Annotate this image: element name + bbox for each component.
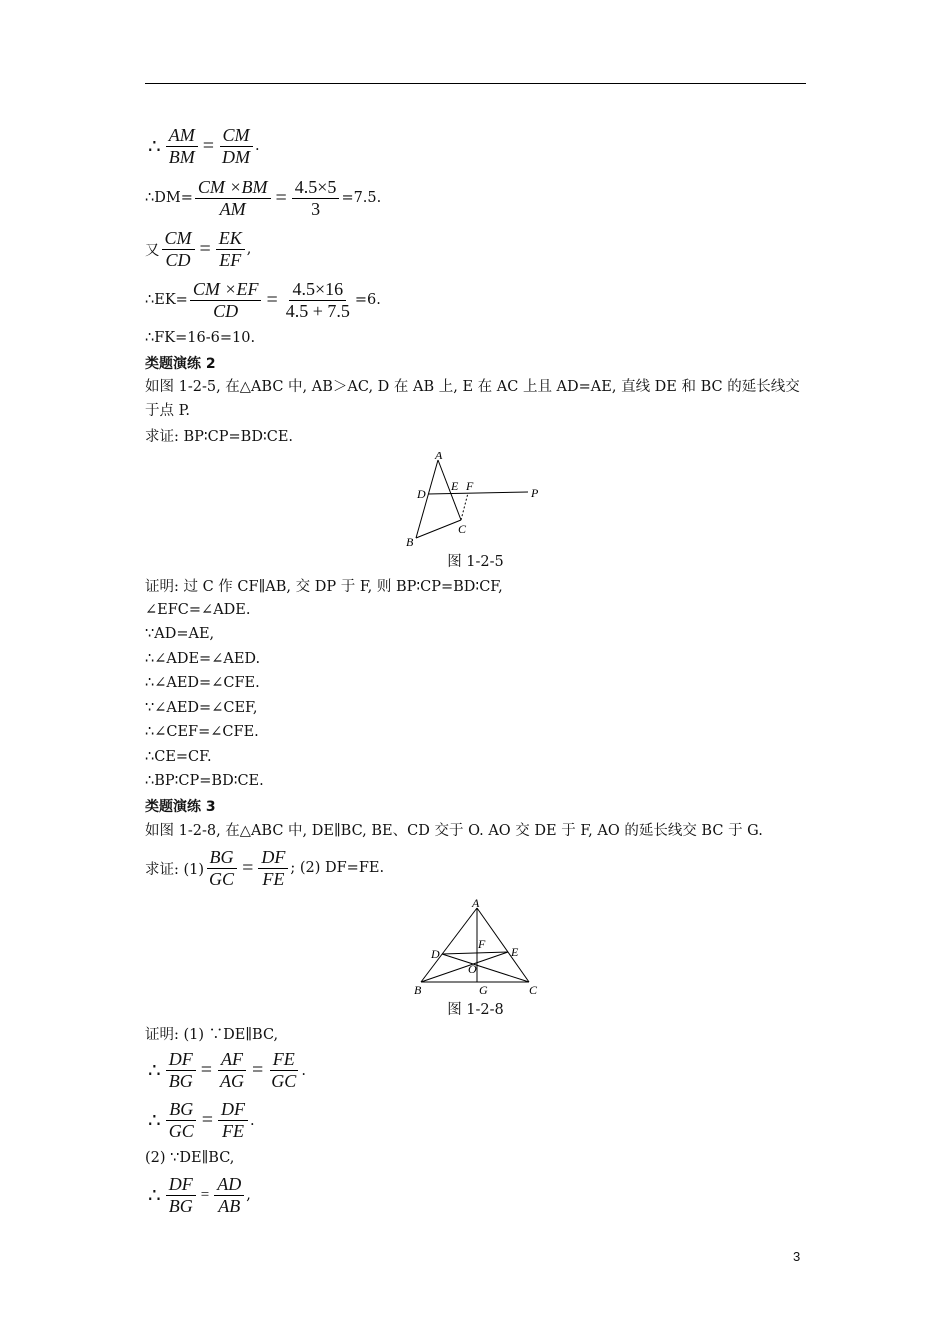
problem-text: 如图 1-2-8, 在△ABC 中, DE∥BC, BE、CD 交于 O. AO 交 DE 于 F, AO 的延长线交 BC 于 G. [145, 823, 763, 840]
denominator: AM [219, 198, 246, 219]
denominator: CD [165, 249, 191, 270]
prove-text: 求证: BP∶CP=BD∶CE. [145, 429, 294, 446]
equation-line [145, 224, 806, 274]
fraction [166, 125, 198, 168]
figure-caption: 图 1-2-5 [447, 554, 504, 570]
proof-line: ∵AD=AE, [145, 626, 215, 643]
numerator: CM [220, 125, 253, 147]
denominator: AG [220, 1071, 245, 1091]
fraction [218, 1099, 248, 1142]
triangle-diagram [411, 898, 541, 996]
denominator: DM [222, 146, 251, 167]
numerator: AD [214, 1174, 244, 1196]
denominator: 4.5 + 7.5 [285, 300, 350, 321]
fraction [268, 1049, 299, 1092]
numerator: CM ×BM [195, 177, 271, 199]
equals-sign: = [242, 856, 254, 879]
proof-line: 证明: (1) ∵DE∥BC, [145, 1026, 279, 1043]
numerator: FE [270, 1049, 298, 1071]
point-label: E [450, 479, 458, 493]
denominator: GC [168, 1121, 194, 1141]
equation-line [145, 1096, 806, 1146]
text: , [246, 1187, 251, 1203]
fraction [292, 177, 340, 220]
proof-line: ∴∠CEF=∠CFE. [145, 724, 259, 741]
fraction [214, 1174, 244, 1217]
figure-1-2-5 [145, 452, 806, 571]
denominator: FE [262, 868, 285, 889]
numerator: AF [218, 1049, 246, 1071]
fraction [283, 279, 353, 322]
problem-text: 如图 1-2-5, 在△ABC 中, AB＞AC, D 在 AB 上, E 在 AC 上且 AD=AE, 直线 DE 和 BC 的延长线交于点 P. [145, 378, 800, 419]
equals-sign: = [275, 186, 287, 209]
point-label: D [416, 487, 426, 501]
page-number: 3 [793, 1249, 801, 1264]
point-label: C [457, 522, 466, 536]
text: , [246, 241, 252, 257]
section-heading: 类题演练 2 [145, 355, 216, 372]
therefore-symbol: ∴ [148, 1060, 161, 1082]
fraction [216, 228, 245, 271]
numerator: DF [218, 1099, 248, 1121]
point-label: E [510, 945, 518, 959]
denominator: EF [219, 249, 242, 270]
equation-line [145, 172, 806, 224]
denominator: FE [222, 1121, 245, 1141]
numerator: CM ×EF [190, 279, 262, 301]
text-line: ∴FK=16-6=10. [145, 330, 256, 347]
numerator: CM [162, 228, 195, 250]
therefore-symbol: ∴ [148, 1110, 161, 1132]
figure-caption: 图 1-2-8 [447, 1002, 504, 1018]
point-label: O [467, 962, 477, 976]
numerator: 4.5×16 [289, 279, 346, 301]
equals-sign: = [266, 288, 278, 311]
equation-line [145, 1170, 806, 1220]
text: EK= [154, 292, 188, 308]
point-label: F [465, 479, 473, 493]
fraction [166, 1099, 197, 1142]
text: =6. [354, 292, 381, 308]
text: DM= [154, 190, 193, 206]
fraction [217, 1049, 247, 1092]
point-label: B [405, 535, 413, 548]
header-rule [145, 83, 806, 84]
therefore-symbol: ∴ [145, 190, 155, 206]
point-label: G [478, 983, 488, 996]
equals-sign: = [201, 1109, 214, 1131]
section-heading: 类题演练 3 [145, 798, 216, 815]
fraction [219, 125, 253, 168]
text: . [301, 1062, 306, 1079]
denominator: BG [168, 1195, 193, 1216]
denominator: BG [168, 1071, 193, 1091]
equals-sign: = [199, 237, 211, 260]
denominator: AB [218, 1195, 241, 1216]
fraction [162, 228, 195, 271]
point-label: C [528, 983, 537, 996]
denominator: CD [213, 300, 239, 321]
numerator: AM [166, 125, 198, 147]
numerator: EK [216, 228, 245, 250]
therefore-symbol: ∴ [145, 292, 155, 308]
triangle-diagram [401, 452, 551, 548]
text: 求证: (1) [145, 861, 205, 878]
denominator: GC [209, 868, 235, 889]
equals-sign: = [252, 1059, 264, 1081]
proof-line: ∴BP∶CP=BD∶CE. [145, 773, 264, 790]
proof-line: ∴∠AED=∠CFE. [145, 675, 260, 692]
proof-line: ∴CE=CF. [145, 748, 212, 765]
proof-line: ∵∠AED=∠CEF, [145, 699, 258, 716]
proof-line: (2) ∵DE∥BC, [145, 1149, 235, 1166]
numerator: BG [166, 1099, 196, 1121]
proof-line: ∠EFC=∠ADE. [145, 601, 251, 618]
proof-line: 证明: 过 C 作 CF∥AB, 交 DP 于 F, 则 BP∶CP=BD∶CF, [145, 578, 503, 595]
point-label: B [413, 983, 421, 996]
numerator: DF [166, 1174, 196, 1196]
equation-line [145, 274, 806, 326]
therefore-symbol: ∴ [148, 1184, 161, 1207]
numerator: DF [166, 1049, 196, 1071]
fraction [166, 1049, 196, 1092]
equals-sign: = [200, 1059, 213, 1081]
equation-line [145, 1046, 806, 1096]
equals-sign: = [200, 1186, 210, 1203]
proof-block [145, 573, 806, 794]
point-label: A [471, 898, 479, 910]
fraction [258, 847, 288, 890]
page-content [145, 120, 806, 1220]
fraction [206, 847, 237, 890]
point-label: F [477, 937, 485, 951]
fraction [166, 1174, 196, 1217]
denominator: BM [168, 146, 195, 167]
point-label: P [530, 486, 538, 500]
text: 又 [145, 242, 160, 259]
equation-line [145, 120, 806, 172]
text: =7.5. [341, 190, 382, 206]
text: ; (2) DF=FE. [290, 860, 385, 876]
fraction [195, 177, 271, 220]
equals-sign: = [202, 134, 215, 157]
text: . [250, 1112, 255, 1129]
prove-line [145, 842, 806, 894]
proof-line: ∴∠ADE=∠AED. [145, 650, 261, 667]
numerator: 4.5×5 [292, 177, 340, 199]
therefore-symbol: ∴ [148, 135, 161, 158]
point-label: A [434, 452, 442, 462]
denominator: 3 [311, 198, 321, 219]
numerator: DF [258, 847, 288, 869]
figure-1-2-8 [145, 898, 806, 1019]
point-label: D [430, 947, 440, 961]
denominator: GC [271, 1071, 297, 1091]
fraction [190, 279, 262, 322]
numerator: BG [207, 847, 237, 869]
text: . [255, 138, 260, 154]
